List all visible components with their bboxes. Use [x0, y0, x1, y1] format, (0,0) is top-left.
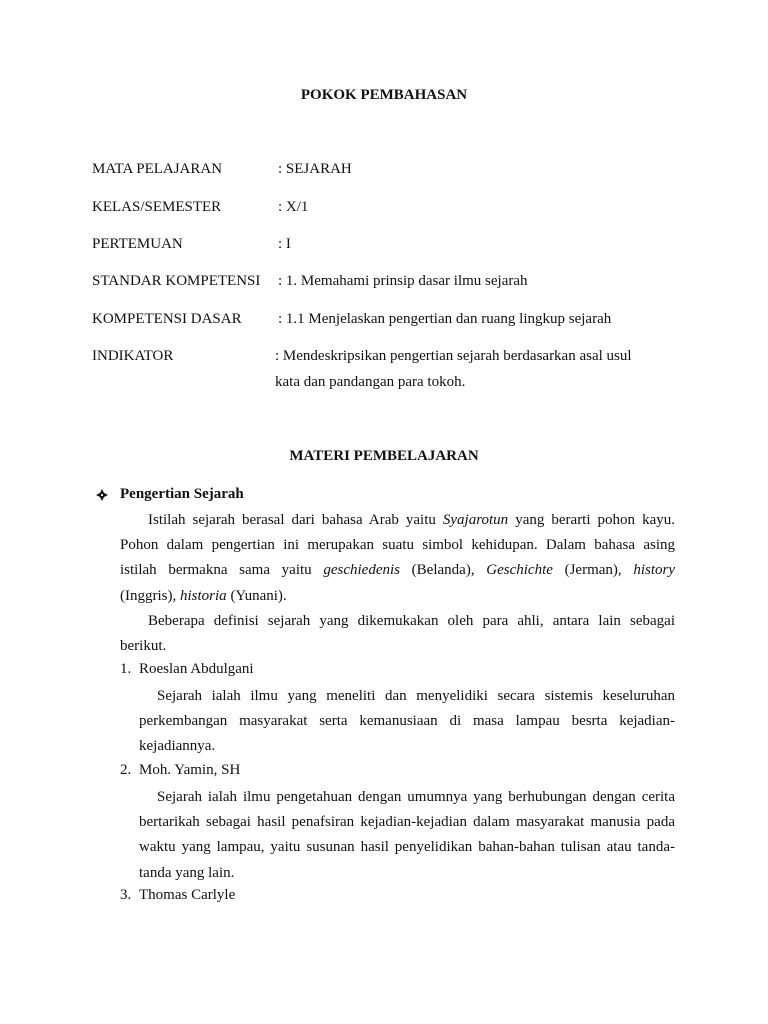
paragraph-line: Sejarah ialah ilmu pengetahuan dengan umumnya yang berhubungan dengan cerita — [157, 789, 675, 805]
info-value: : X/1 — [278, 199, 309, 215]
info-value-continued: kata dan pandangan para tokoh. — [275, 374, 466, 390]
paragraph-line: Beberapa definisi sejarah yang dikemukakan oleh para ahli, antara lain sebagai — [148, 613, 675, 629]
list-number: 3. — [120, 887, 132, 903]
list-number: 2. — [120, 762, 132, 778]
info-label: MATA PELAJARAN — [92, 161, 223, 177]
diamond-bullet-icon — [96, 489, 108, 501]
paragraph-line: berikut. — [120, 638, 167, 655]
page-title: POKOK PEMBAHASAN — [300, 87, 468, 103]
info-label: KELAS/SEMESTER — [92, 199, 222, 215]
paragraph-line: Sejarah ialah ilmu yang meneliti dan menyelidiki secara sistemis keseluruhan — [157, 688, 675, 704]
expert-definition — [139, 785, 675, 886]
expert-definition — [139, 684, 675, 760]
section-title: MATERI PEMBELAJARAN — [289, 448, 479, 464]
paragraph-line: tanda yang lain. — [139, 864, 235, 881]
bullet-heading: Pengertian Sejarah — [120, 486, 244, 502]
info-value: : SEJARAH — [278, 161, 352, 177]
list-number: 1. — [120, 661, 132, 677]
expert-name: Roeslan Abdulgani — [139, 661, 254, 677]
paragraph-line: bertarikah sebagai hasil penafsiran kejadian-kejadian dalam masyarakat manusia pada — [139, 814, 675, 831]
paragraph-line: Pohon dalam pengertian ini merupakan suatu simbol kehidupan. Dalam bahasa asing — [120, 537, 675, 554]
paragraph-line: (Inggris), historia (Yunani). — [120, 587, 287, 604]
info-value: : 1.1 Menjelaskan pengertian dan ruang lingkup sejarah — [278, 311, 612, 327]
info-value: : 1. Memahami prinsip dasar ilmu sejarah — [278, 273, 528, 289]
info-label: INDIKATOR — [92, 348, 174, 364]
expert-name: Moh. Yamin, SH — [139, 762, 241, 778]
info-value: : I — [278, 236, 291, 252]
paragraph-line: Istilah sejarah berasal dari bahasa Arab yaitu Syajarotun yang berarti pohon kayu. — [148, 512, 675, 528]
intro-paragraph — [120, 508, 675, 609]
definitions-intro-paragraph — [120, 609, 675, 659]
info-label: PERTEMUAN — [92, 236, 183, 252]
paragraph-line: perkembangan masyarakat serta kemanusiaan di masa lampau besrta kejadian- — [139, 713, 675, 730]
expert-name: Thomas Carlyle — [139, 887, 236, 903]
info-label: STANDAR KOMPETENSI — [92, 273, 261, 289]
paragraph-line: waktu yang lampau, yaitu susunan hasil penyelidikan bahan-bahan tulisan atau tanda- — [139, 839, 675, 856]
info-value: : Mendeskripsikan pengertian sejarah berdasarkan asal usul — [275, 348, 632, 364]
paragraph-line: istilah bermakna sama yaitu geschiedenis (Belanda), Geschichte (Jerman), history — [120, 562, 676, 579]
info-label: KOMPETENSI DASAR — [92, 311, 242, 327]
paragraph-line: kejadiannya. — [139, 738, 216, 755]
